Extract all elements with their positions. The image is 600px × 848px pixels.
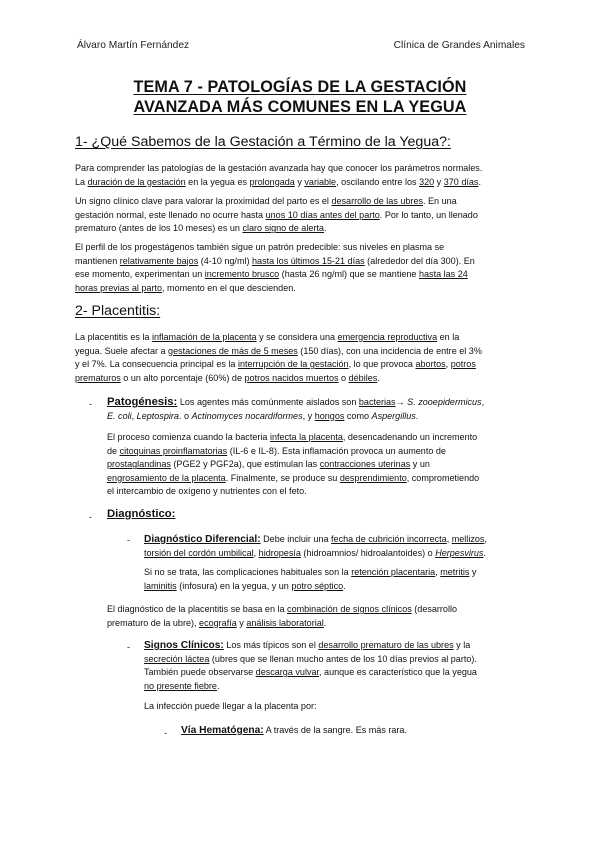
text-line — [75, 195, 527, 209]
text-run: prematuro de la ubre), — [107, 617, 200, 628]
text-run: , comprometiendo — [406, 472, 480, 483]
text-run: (150 días), con una incidencia de entre el 3% — [297, 345, 482, 356]
text-run: , — [253, 547, 259, 558]
text-run: gestación normal, este llenado no ocurre hasta — [75, 209, 266, 220]
underlined-term: gestaciones de más de 5 meses — [168, 345, 298, 356]
underlined-term: 370 días — [443, 176, 479, 187]
text-run: , momento en el que descienden. — [162, 282, 296, 293]
text-run: y — [294, 176, 305, 187]
text-run: A través de la sangre. Es más rara. — [263, 725, 407, 735]
underlined-term: horas previas al parto — [75, 282, 162, 293]
text-line — [75, 331, 527, 345]
text-run: Los más típicos son el — [223, 640, 319, 650]
text-run: , — [484, 534, 487, 544]
infeccion-via-paragraph: La infección puede llegar a la placenta por: — [144, 701, 317, 711]
bullet-dash: - — [127, 535, 130, 545]
underlined-term: ecografía — [199, 617, 237, 628]
text-run: (IL-6 e IL-8). Esta inflamación provoca un aumento de — [227, 445, 446, 456]
underlined-term: engrosamiento de la placenta — [107, 472, 226, 483]
text-line — [181, 724, 527, 738]
via-hematogena-label: Vía Hematógena: — [181, 725, 264, 736]
text-run: prematuro (antes de los 10 meses) es un — [75, 223, 243, 234]
title-line-2: AVANZADA MÁS COMUNES EN LA YEGUA — [133, 98, 467, 116]
underlined-term: abortos — [415, 359, 446, 370]
text-line — [75, 372, 527, 386]
underlined-term: desarrollo de las ubres — [331, 196, 423, 206]
underlined-term: mellizos — [451, 534, 485, 544]
underlined-term: desarrollo prematuro de las ubres — [318, 640, 454, 650]
text-run: . — [216, 680, 220, 691]
text-line — [107, 445, 527, 459]
underlined-term: relativamente bajos — [119, 255, 199, 266]
section-1-paragraph-1 — [75, 162, 527, 189]
italic-term: Leptospira — [136, 410, 179, 421]
underlined-term: potros nacidos muertos — [244, 372, 339, 383]
diagnostico-combination-paragraph — [107, 603, 527, 630]
text-run: Un signo clínico clave para valorar la proximidad del parto es el — [75, 196, 332, 206]
text-run: → — [395, 397, 408, 407]
text-line — [107, 485, 527, 499]
underlined-term: torsión del cordón umbilical — [144, 547, 254, 558]
text-line — [144, 653, 527, 667]
text-run: (desarrollo — [411, 604, 458, 614]
underlined-term: 320 — [419, 176, 435, 187]
text-run: mantienen — [75, 255, 120, 266]
underlined-term: potro séptico — [291, 580, 344, 591]
underlined-term: contracciones uterinas — [319, 459, 411, 470]
text-run: como — [344, 410, 372, 421]
document-title — [60, 77, 540, 117]
text-line — [144, 580, 527, 594]
text-line — [144, 533, 527, 547]
diagnostico-label: Diagnóstico: — [107, 508, 176, 520]
text-line — [144, 566, 527, 580]
text-line — [75, 282, 527, 296]
text-run: , — [435, 567, 441, 577]
underlined-term: prematuros — [75, 372, 121, 383]
text-run: (ubres que se llenan mucho antes de los 10 días previos al parto). — [209, 653, 477, 664]
text-run: en la — [437, 332, 460, 342]
underlined-term: unos 10 días antes del parto — [265, 209, 380, 220]
text-line — [144, 666, 527, 680]
text-run: o un alto porcentaje (60%) de — [120, 372, 245, 383]
section-1-paragraph-2 — [75, 195, 527, 236]
text-line — [107, 617, 527, 631]
text-run: (alrededor del día 300). En — [364, 255, 475, 266]
text-run: . — [415, 410, 419, 421]
bullet-dash: - — [127, 642, 130, 652]
text-line — [75, 222, 527, 236]
text-run: El proceso comienza cuando la bacteria — [107, 432, 270, 442]
text-run: Para comprender las patologías de la gestación avanzada hay que conocer los parámetros normales. — [75, 163, 483, 173]
underlined-term: citoquinas proinflamatorias — [119, 445, 228, 456]
italic-term: S. zooepidermicus — [407, 397, 482, 407]
underlined-term: hongos — [314, 410, 345, 421]
text-line — [107, 472, 527, 486]
text-run: y la — [453, 640, 471, 650]
text-run: (PGE2 y PGF2a), que estimulan las — [170, 459, 320, 470]
text-run: (hidroamnios/ hidroalantoides) o — [300, 547, 436, 558]
text-line — [75, 345, 527, 359]
underlined-term: hidropesía — [258, 547, 301, 558]
underlined-term: laminitis — [144, 580, 177, 591]
underlined-term: descarga vulvar — [255, 667, 320, 678]
text-line — [75, 268, 527, 282]
text-run: (infosura) en la yegua, y un — [176, 580, 292, 591]
text-run: . Finalmente, se produce su — [225, 472, 340, 483]
text-run: o — [338, 372, 349, 383]
underlined-term: prostaglandinas — [107, 459, 171, 470]
text-run: . — [323, 617, 327, 628]
text-line — [107, 431, 527, 445]
italic-term: Actinomyces nocardiformes — [191, 410, 303, 421]
text-run: . — [343, 580, 346, 591]
text-line — [107, 410, 527, 424]
diagnostico-diferencial-paragraph-2 — [144, 566, 527, 593]
patogenesis-paragraph-2 — [107, 431, 527, 499]
underlined-term: combinación de signos clínicos — [287, 604, 412, 614]
header-subject: Clínica de Grandes Animales — [393, 40, 525, 51]
text-run: El perfil de los progestágenos también sigue un patrón predecible: sus niveles en plasma se — [75, 242, 445, 252]
text-line — [144, 639, 527, 653]
patogenesis-paragraph-1 — [107, 396, 527, 423]
text-run: Si no se trata, las complicaciones habituales son la — [144, 567, 352, 577]
title-line-1: TEMA 7 - PATOLOGÍAS DE LA GESTACIÓN — [133, 78, 467, 96]
text-line — [75, 255, 527, 269]
underlined-term: duración de la gestación — [87, 176, 186, 187]
text-run: Debe incluir una — [260, 534, 332, 544]
underlined-term: incremento brusco — [204, 269, 280, 280]
text-run: , desencadenando un incremento — [342, 432, 478, 442]
text-run: de — [107, 445, 120, 456]
underlined-term: inflamación de la placenta — [151, 332, 257, 342]
italic-term: Herpesvirus — [435, 547, 484, 558]
bullet-dash: - — [89, 399, 92, 409]
underlined-term: prolongada — [249, 176, 295, 187]
text-run: (4-10 ng/ml) — [198, 255, 253, 266]
text-run: (hasta 26 ng/ml) que se mantiene — [279, 269, 419, 280]
text-run: y — [469, 567, 477, 577]
underlined-term: retención placentaria — [351, 567, 436, 577]
text-run: yegua. Suele afectar a — [75, 345, 169, 356]
text-run: . — [478, 176, 481, 187]
text-run: , — [481, 397, 485, 407]
underlined-term: potros — [450, 359, 476, 370]
underlined-term: no presente fiebre — [144, 680, 217, 691]
underlined-term: análisis laboratorial — [246, 617, 324, 628]
text-line — [75, 176, 527, 190]
text-run: . o — [178, 410, 192, 421]
text-run: , — [446, 534, 452, 544]
bullet-dash: - — [164, 728, 167, 738]
via-hematogena-paragraph — [181, 724, 527, 738]
text-run: El diagnóstico de la placentitis se basa en la — [107, 604, 288, 614]
header-author: Álvaro Martín Fernández — [77, 40, 190, 51]
text-run: , lo que provoca — [348, 359, 416, 370]
underlined-term: bacterias — [358, 397, 396, 407]
diagnostico-diferencial-label: Diagnóstico Diferencial: — [144, 534, 261, 545]
underlined-term: claro signo de alerta — [242, 223, 324, 234]
underlined-term: débiles — [348, 372, 378, 383]
underlined-term: desprendimiento — [339, 472, 407, 483]
underlined-term: metritis — [440, 567, 470, 577]
text-run: , aunque es característico que la yegua — [319, 667, 477, 678]
text-run: el intercambio de oxígeno y nutrientes con el feto. — [107, 486, 307, 497]
text-line — [107, 396, 527, 410]
text-run: y — [434, 176, 444, 187]
text-line — [144, 680, 527, 694]
underlined-term: hasta los últimos 15-21 días — [252, 255, 365, 266]
underlined-term: interrupción de la gestación — [237, 359, 349, 370]
section-2-heading: 2- Placentitis: — [75, 303, 161, 319]
text-run: en la yegua es — [185, 176, 250, 187]
italic-term: Aspergillus — [371, 410, 416, 421]
section-2-paragraph-1 — [75, 331, 527, 385]
text-run: . — [377, 372, 380, 383]
underlined-term: fecha de cubrición incorrecta — [331, 534, 447, 544]
text-line — [107, 458, 527, 472]
text-run: , oscilando entre los — [336, 176, 420, 187]
text-run: . — [483, 547, 486, 558]
text-run: . — [323, 223, 327, 234]
text-line — [144, 547, 527, 561]
diagnostico-heading — [107, 508, 527, 522]
text-run: , y — [302, 410, 315, 421]
section-1-paragraph-3 — [75, 241, 527, 295]
text-line — [75, 358, 527, 372]
text-run: , — [131, 410, 137, 421]
text-run: . En una — [423, 196, 457, 206]
text-run: ese momento, experimentan un — [75, 269, 205, 280]
diagnostico-diferencial-paragraph — [144, 533, 527, 560]
underlined-term: infecta la placenta — [269, 432, 343, 442]
text-run: y — [236, 617, 247, 628]
text-run: . Por lo tanto, un llenado — [379, 209, 478, 220]
text-line — [75, 209, 527, 223]
signos-clinicos-label: Signos Clínicos: — [144, 640, 224, 651]
text-line — [75, 241, 527, 255]
text-run: La — [75, 176, 88, 187]
patogenesis-label: Patogénesis: — [107, 396, 178, 408]
underlined-term: emergencia reproductiva — [337, 332, 438, 342]
underlined-term: secreción láctea — [144, 653, 210, 664]
text-run: y se considera una — [256, 332, 338, 342]
text-run: También puede observarse — [144, 667, 256, 678]
text-run: y el 7%. La consecuencia principal es la — [75, 359, 238, 370]
bullet-dash: - — [89, 512, 92, 522]
text-run: Los agentes más comúnmente aislados son — [177, 397, 359, 407]
text-run: La placentitis es la — [75, 332, 152, 342]
text-line — [75, 162, 527, 176]
text-run: , — [445, 359, 451, 370]
underlined-term: variable — [304, 176, 337, 187]
section-1-heading: 1- ¿Qué Sabemos de la Gestación a Término de la Yegua?: — [75, 134, 451, 150]
text-line — [107, 508, 527, 522]
signos-clinicos-paragraph — [144, 639, 527, 693]
underlined-term: hasta las 24 — [418, 269, 468, 280]
text-run: y un — [410, 459, 430, 470]
italic-term: E. coli — [107, 410, 132, 421]
text-line — [107, 603, 527, 617]
